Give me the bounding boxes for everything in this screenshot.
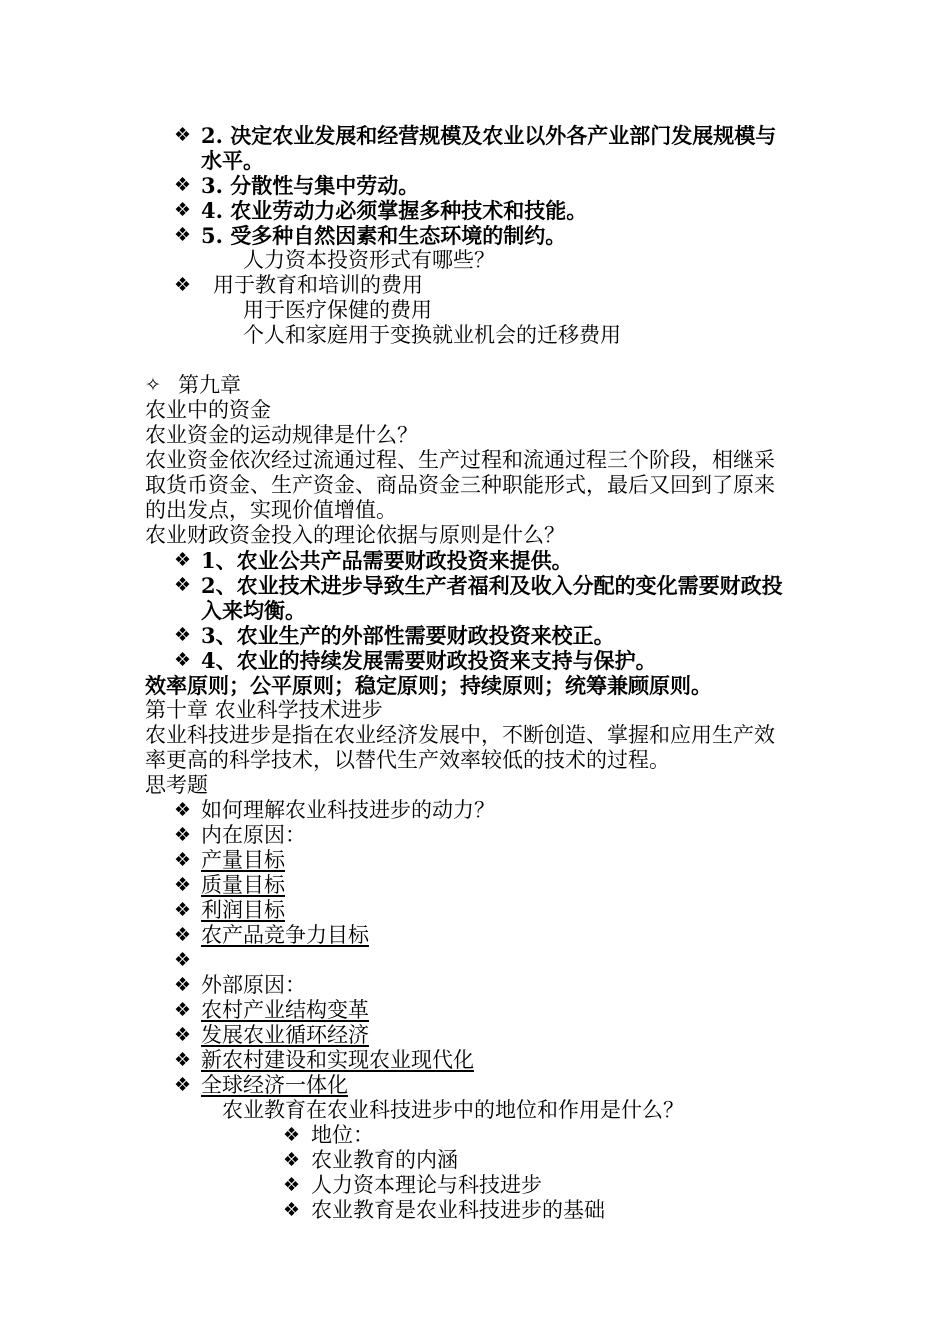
paragraph-line: 取货币资金、生产资金、商品资金三种职能形式，最后又回到了原来 — [145, 473, 775, 497]
list-item-continuation: 入来均衡。 — [201, 598, 306, 623]
chapter-heading: 第九章 — [178, 373, 241, 397]
list-item: 内在原因： — [201, 823, 306, 847]
bullet-icon: ❖ — [174, 799, 192, 821]
bullet-icon: ❖ — [174, 824, 192, 846]
list-item: 4. 农业劳动力必须掌握多种技术和技能。 — [201, 198, 588, 223]
list-item: 5. 受多种自然因素和生态环境的制约。 — [201, 223, 567, 248]
bullet-icon: ❖ — [174, 549, 192, 571]
bullet-icon: ❖ — [174, 274, 192, 296]
list-item-link[interactable]: 农产品竞争力目标 — [201, 923, 369, 947]
bullet-icon: ❖ — [283, 1174, 301, 1196]
bullet-icon: ❖ — [174, 874, 192, 896]
question-text: 农业财政资金投入的理论依据与原则是什么？ — [145, 523, 565, 547]
paragraph-line: 率更高的科学技术，以替代生产效率较低的技术的过程。 — [145, 748, 670, 772]
bullet-icon: ❖ — [174, 124, 192, 146]
bullet-icon: ❖ — [174, 974, 192, 996]
star-bullet-icon: ✧ — [145, 374, 161, 396]
bullet-icon: ❖ — [174, 574, 192, 596]
section-label: 思考题 — [145, 773, 208, 797]
list-item-link[interactable]: 全球经济一体化 — [201, 1073, 348, 1097]
list-item-link[interactable]: 新农村建设和实现农业现代化 — [201, 1048, 474, 1072]
bullet-icon: ❖ — [174, 224, 192, 246]
list-item: 外部原因： — [201, 973, 306, 997]
list-item-link[interactable]: 质量目标 — [201, 873, 285, 897]
list-item: 人力资本理论与科技进步 — [311, 1173, 542, 1197]
list-item: 2、农业技术进步导致生产者福利及收入分配的变化需要财政投 — [201, 573, 783, 598]
bullet-icon: ❖ — [283, 1149, 301, 1171]
bullet-icon: ❖ — [174, 1024, 192, 1046]
bullet-icon: ❖ — [283, 1199, 301, 1221]
question-text: 农业资金的运动规律是什么？ — [145, 423, 418, 447]
list-item: 2. 决定农业发展和经营规模及农业以外各产业部门发展规模与 — [201, 123, 777, 148]
list-item: 农业教育的内涵 — [311, 1148, 458, 1172]
bullet-icon: ❖ — [283, 1124, 301, 1146]
list-item-link[interactable]: 利润目标 — [201, 898, 285, 922]
bullet-icon: ❖ — [174, 899, 192, 921]
question-text: 农业教育在农业科技进步中的地位和作用是什么？ — [222, 1098, 684, 1122]
list-item: 农业教育是农业科技进步的基础 — [311, 1198, 605, 1222]
list-item-link[interactable]: 发展农业循环经济 — [201, 1023, 369, 1047]
list-item: 1、农业公共产品需要财政投资来提供。 — [201, 548, 573, 573]
bullet-icon: ❖ — [174, 1074, 192, 1096]
question-text: 人力资本投资形式有哪些？ — [243, 248, 495, 272]
bullet-icon: ❖ — [174, 649, 192, 671]
list-item-continuation: 水平。 — [201, 148, 264, 173]
bullet-icon: ❖ — [174, 849, 192, 871]
list-item: 个人和家庭用于变换就业机会的迁移费用 — [243, 323, 621, 347]
paragraph-line: 农业资金依次经过流通过程、生产过程和流通过程三个阶段，相继采 — [145, 448, 775, 472]
list-item: 用于教育和培训的费用 — [213, 273, 423, 297]
bullet-icon: ❖ — [174, 199, 192, 221]
list-item: 地位： — [311, 1123, 374, 1147]
list-item: 3. 分散性与集中劳动。 — [201, 173, 420, 198]
paragraph-line: 的出发点，实现价值增值。 — [145, 498, 397, 522]
list-item: 如何理解农业科技进步的动力？ — [201, 798, 495, 822]
paragraph-line: 农业科技进步是指在农业经济发展中，不断创造、掌握和应用生产效 — [145, 723, 775, 747]
list-item: 3、农业生产的外部性需要财政投资来校正。 — [201, 623, 615, 648]
bullet-icon: ❖ — [174, 999, 192, 1021]
principles-text: 效率原则；公平原则；稳定原则；持续原则；统筹兼顾原则。 — [145, 673, 712, 698]
chapter-heading: 第十章 农业科学技术进步 — [145, 698, 383, 722]
chapter-title: 农业中的资金 — [145, 398, 271, 422]
empty-bullet-icon: ❖ — [174, 949, 192, 971]
bullet-icon: ❖ — [174, 174, 192, 196]
list-item-link[interactable]: 产量目标 — [201, 848, 285, 872]
list-item: 4、农业的持续发展需要财政投资来支持与保护。 — [201, 648, 657, 673]
bullet-icon: ❖ — [174, 624, 192, 646]
list-item: 用于医疗保健的费用 — [243, 298, 432, 322]
bullet-icon: ❖ — [174, 924, 192, 946]
list-item-link[interactable]: 农村产业结构变革 — [201, 998, 369, 1022]
bullet-icon: ❖ — [174, 1049, 192, 1071]
